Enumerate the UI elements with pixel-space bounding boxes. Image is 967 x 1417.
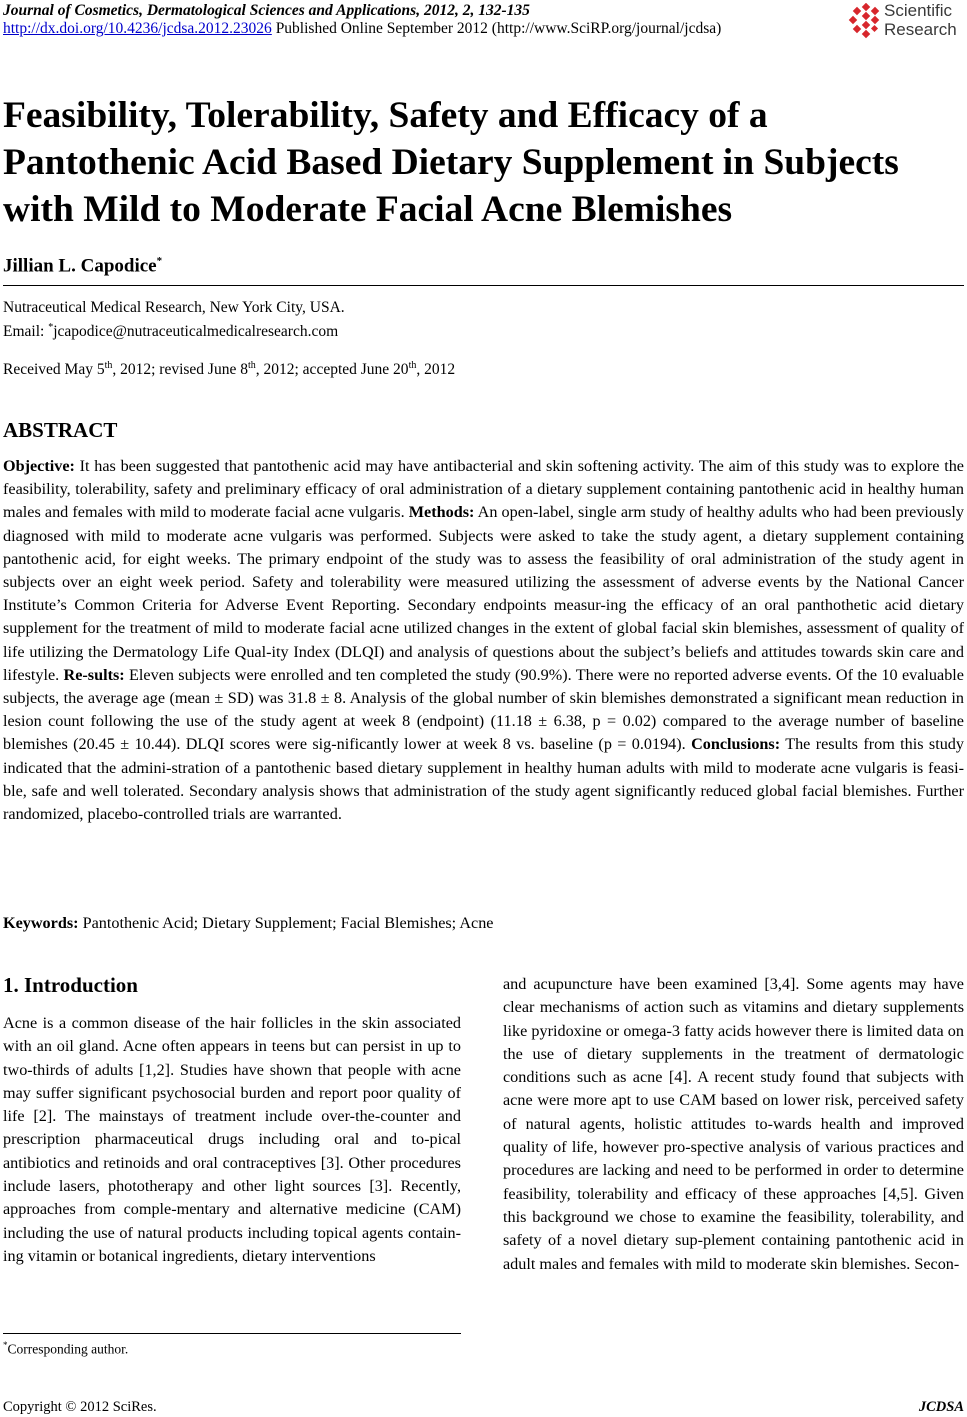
affiliation-block [3, 298, 345, 342]
email-address: jcapodice@nutraceuticalmedicalresearch.com [53, 323, 339, 341]
keywords-line [3, 914, 964, 933]
keywords-text: Pantothenic Acid; Dietary Supplement; Facial Blemishes; Acne [78, 914, 494, 932]
revised-date: , 2012; revised June 8 [112, 361, 248, 379]
abstract-heading: ABSTRACT [3, 418, 118, 442]
introduction-left-column: Acne is a common disease of the hair follicles in the skin associated with an oil gland. Acne often appears in teens but can persist in up to two-thirds of adults [1,2]. Studies have shown that people with acne may suffer significant psychosocial burden and report poor quality of life [2]. The mainstays of treatment include over-the-counter and prescription pharmaceutical drugs including oral and to-pical antibiotics and retinoids and oral contraceptives [3]. Other procedures include lasers, phototherapy and other light sources [3]. Recently, approaches from comple-mentary and alternative medicine (CAM) including the use of natural products including topical agents contain-ing vitamin or botanical ingredients, dietary interventions [3, 1014, 461, 1265]
accepted-year: , 2012 [416, 361, 456, 379]
objective-text: It has been suggested that pantothenic acid may have antibacterial and skin softening activity. The aim of this study was to explore the feasibility, tolerability, safety and preliminary efficacy of oral administration of a dietary supplement containing pantothenic acid in healthy human males and females with mild to moderate facial acne vulgaris. [3, 457, 964, 522]
abstract-body [3, 455, 964, 826]
publisher-logo-line1: Scientific [884, 1, 953, 20]
journal-issue: , 2012, 2, 132-135 [416, 2, 530, 19]
copyright-footer: Copyright © 2012 SciRes. [3, 1399, 157, 1415]
footnote-mark: * [3, 1340, 8, 1350]
affiliation: Nutraceutical Medical Research, New York City, USA. [3, 299, 345, 316]
received-date-sup: th [104, 360, 113, 371]
footnote-divider [3, 1333, 461, 1334]
footnote-text: Corresponding author. [7, 1341, 129, 1357]
objective-label: Objective: [3, 457, 75, 475]
email-mark: * [48, 322, 54, 333]
title-divider [3, 285, 964, 286]
accepted-date-sup: th [408, 360, 417, 371]
email-line [3, 318, 345, 342]
author-name: Jillian L. Capodice [3, 255, 157, 277]
accepted-date: , 2012; accepted June 20 [255, 361, 409, 379]
publisher-logo [848, 1, 966, 43]
keywords-label: Keywords: [3, 914, 79, 932]
published-online-text: Published Online September 2012 (http://www.SciRP.org/journal/jcdsa) [271, 20, 722, 37]
journal-abbreviation: JCDSA [918, 1399, 964, 1415]
conclusions-text: The results from this study indicated that the admini-stration of a pantothenic based dietary supplement in healthy human adults with mild to moderate acne vulgaris is feasi-ble, safe and well tolerated. Secondary analysis shows that administration of the study agent significantly reduced global facial blemishes. Further randomized, placebo-controlled trials are warranted. [3, 735, 964, 824]
introduction-right-column: and acupuncture have been examined [3,4]. Some agents may have clear mechanisms of action such as vitamins and dietary supplements like pyridoxine or omega-3 fatty acids however there is limited data on the use of dietary supplements in the treatment of dermatologic conditions such as acne [4]. A recent study found that subjects with acne were more apt to use CAM based on lower risk, perceived safety of natural agents, holistic attitudes to-wards health and improved quality of life, however pro-spective analysis of various practices and procedures are lacking and need to be performed in order to determine feasibility, tolerability and efficacy of these approaches [4,5]. Given this background we chose to examine the feasibility, tolerability, and safety of a novel dietary sup-plement containing pantothenic acid in adult males and females with mild to moderate skin blemishes. Secon- [503, 975, 964, 1273]
article-title: Feasibility, Tolerability, Safety and Efficacy of a Pantothenic Acid Based Dietary Supplement in Subjects with Mild to Moderate Facial Acne Blemishes [3, 95, 899, 230]
footnote [3, 1340, 128, 1358]
methods-text: An open-label, single arm study of healthy adults who had been previously diagnosed with mild to moderate acne vulgaris was performed. Subjects were asked to take the study agent, a dietary supplement containing pantothenic acid, for eight weeks. The primary endpoint of the study was to assess the feasibility of oral administration of the study agent in subjects over an eight week period. Safety and tolerability were measured utilizing the assessment of adverse events by the National Cancer Institute’s Common Criteria for Adverse Event Reporting. Secondary endpoints measur-ing the efficacy of an oral panthothetic acid dietary supplement for the treatment of mild to moderate facial acne utilized changes in the extent of global facial skin blemishes, assessment of quality of life utilizing the Dermatology Life Qual-ity Index (DLQI) and analysis of questions about the subject’s beliefs and attitudes towards skin care and lifestyle. [3, 503, 964, 684]
methods-label: Methods: [408, 503, 475, 522]
revised-date-sup: th [247, 360, 256, 371]
results-text: Eleven subjects were enrolled and ten completed the study (90.9%). There were no reported adverse events. Of the 10 evaluable subjects, the average age (mean ± SD) was 31.8 ± 8. Analysis of the global number of skin blemishes demonstrated a significant mean reduction in lesion count following the use of the study agent at week 8 (endpoint) (11.18 ± 6.38, p = 0.02) compared to the average number of baseline blemishes (20.45 ± 10.44). DLQI scores were sig-nificantly lower at week 8 vs. baseline (p = 0.0194). [3, 665, 964, 754]
author-mark: * [156, 255, 163, 267]
doi-line [3, 20, 721, 38]
results-label: Re-sults: [63, 665, 125, 684]
journal-name: Journal of Cosmetics, Dermatological Sciences and Applications [3, 2, 417, 19]
doi-link[interactable]: http://dx.doi.org/10.4236/jcdsa.2012.23026 [3, 20, 272, 37]
publisher-logo-icon [848, 3, 882, 39]
email-label: Email: [3, 323, 49, 341]
journal-header [3, 2, 530, 20]
publisher-logo-line2: Research [884, 20, 957, 39]
author-line [3, 255, 162, 277]
received-date: Received May 5 [3, 361, 105, 379]
introduction-heading: 1. Introduction [3, 973, 138, 997]
received-dates [3, 360, 455, 379]
conclusions-label: Conclusions: [691, 735, 781, 754]
